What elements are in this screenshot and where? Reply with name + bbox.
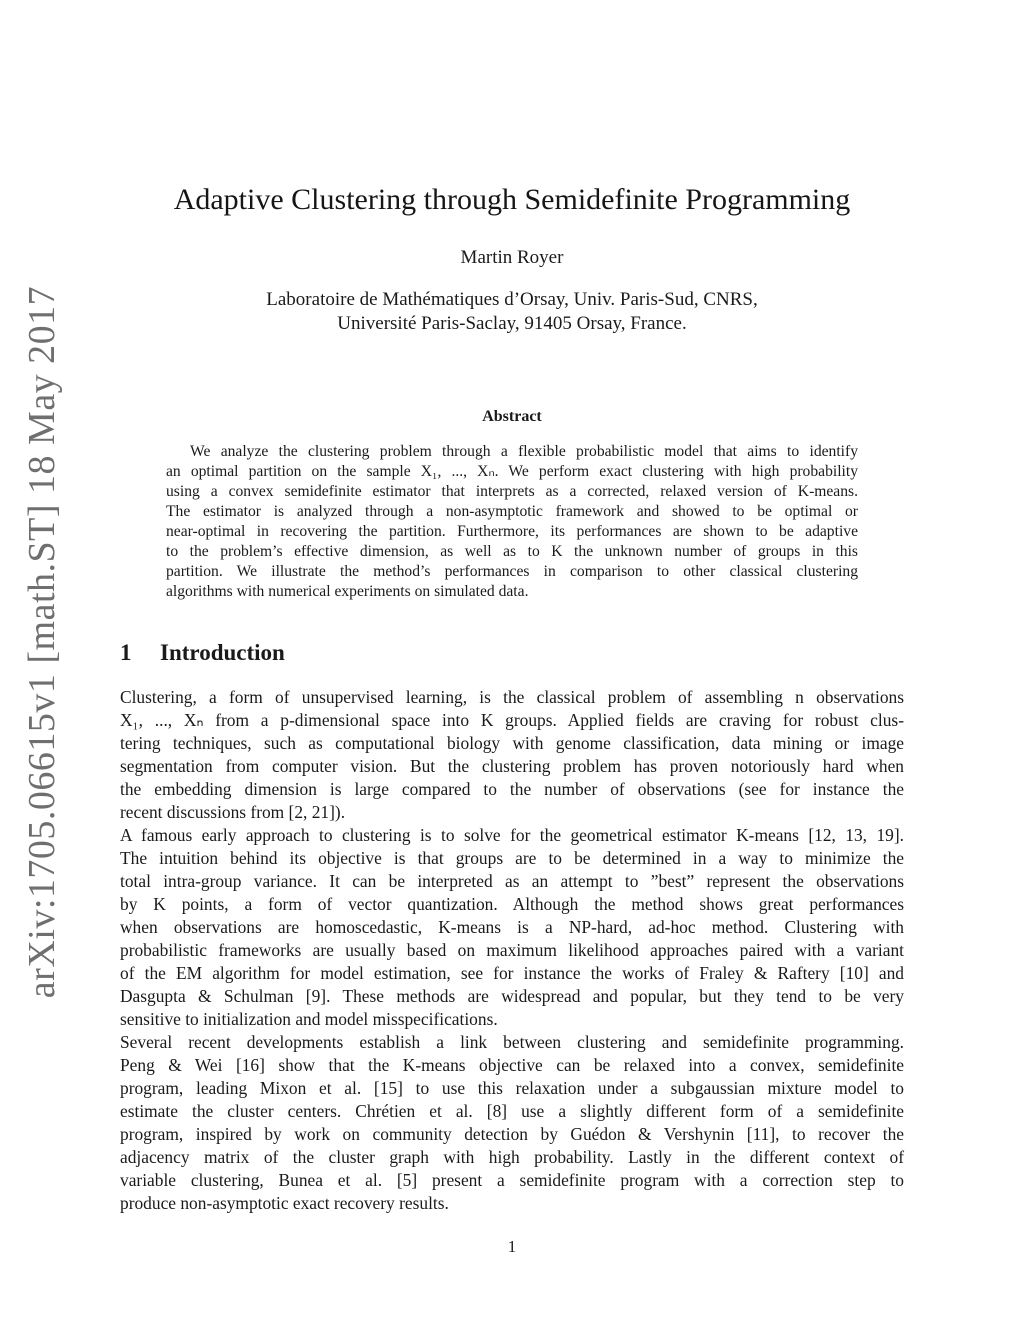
text-line: recent discussions from [2, 21]). [120,802,346,822]
paragraph [120,824,904,1031]
text-line: produce non-asymptotic exact recovery results. [120,1193,449,1213]
text-line: Peng & Wei [16] show that the K-means objective can be relaxed into a convex, semidefinite [120,1055,904,1075]
text-line: of the EM algorithm for model estimation, see for instance the works of Fraley & Raftery [10] and [120,963,904,983]
text-line: program, inspired by work on community detection by Guédon & Vershynin [11], to recover the [120,1124,904,1144]
page-number: 1 [507,1237,517,1256]
affiliation-line: Université Paris-Saclay, 91405 Orsay, France. [337,313,687,334]
paragraph [120,1031,904,1215]
text-line: estimate the cluster centers. Chrétien et al. [8] use a slightly different form of a semidefinite [120,1101,904,1121]
section-heading-introduction [120,640,285,666]
abstract-line: using a convex semidefinite estimator that interprets as a corrected, relaxed version of K-means. [166,483,858,500]
affiliation-line: Laboratoire de Mathématiques d’Orsay, Univ. Paris-Sud, CNRS, [266,289,758,310]
abstract-line: partition. We illustrate the method’s performances in comparison to other classical clustering [166,563,858,580]
abstract-line: We analyze the clustering problem through a flexible probabilistic model that aims to identify [190,443,858,460]
text-line: Dasgupta & Schulman [9]. These methods are widespread and popular, but they tend to be very [120,986,904,1006]
text-line: Clustering, a form of unsupervised learning, is the classical problem of assembling n observations [120,687,904,707]
text-line: total intra-group variance. It can be interpreted as an attempt to ”best” represent the observations [120,871,904,891]
arxiv-identifier-stamp[interactable]: arXiv:1705.06615v1 [math.ST] 18 May 2017 [21,285,63,999]
author-name: Martin Royer [460,247,564,268]
text-line: variable clustering, Bunea et al. [5] present a semidefinite program with a correction step to [120,1170,904,1190]
section-title: Introduction [160,640,285,665]
text-line: A famous early approach to clustering is to solve for the geometrical estimator K-means [12, 13, 19]. [120,825,904,845]
introduction-body [120,686,904,1215]
abstract-line: The estimator is analyzed through a non-asymptotic framework and showed to be optimal or [166,503,858,520]
text-line: the embedding dimension is large compared to the number of observations (see for instance the [120,779,904,799]
text-line: X₁, ..., Xₙ from a p-dimensional space into K groups. Applied fields are craving for robust clus- [120,710,904,730]
text-line: when observations are homoscedastic, K-means is a NP-hard, ad-hoc method. Clustering with [120,917,904,937]
paragraph [120,686,904,824]
abstract-line: an optimal partition on the sample X₁, ..., Xₙ. We perform exact clustering with high probability [166,463,858,480]
text-line: adjacency matrix of the cluster graph with high probability. Lastly in the different context of [120,1147,904,1167]
abstract-line: algorithms with numerical experiments on simulated data. [166,583,529,600]
abstract-heading: Abstract [482,408,542,425]
text-line: Several recent developments establish a link between clustering and semidefinite programming. [120,1032,904,1052]
text-line: program, leading Mixon et al. [15] to use this relaxation under a subgaussian mixture model to [120,1078,904,1098]
section-number: 1 [120,640,132,665]
text-line: segmentation from computer vision. But the clustering problem has proven notoriously hard when [120,756,904,776]
text-line: The intuition behind its objective is that groups are to be determined in a way to minimize the [120,848,904,868]
author-affiliation [0,288,1024,336]
text-line: sensitive to initialization and model misspecifications. [120,1009,498,1029]
abstract-line: near-optimal in recovering the partition. Furthermore, its performances are shown to be adaptive [166,523,858,540]
text-line: probabilistic frameworks are usually based on maximum likelihood approaches paired with a variant [120,940,904,960]
text-line: by K points, a form of vector quantization. Although the method shows great performances [120,894,904,914]
paper-title: Adaptive Clustering through Semidefinite Programming [173,183,851,216]
abstract-line: to the problem’s effective dimension, as well as to K the unknown number of groups in this [166,543,858,560]
abstract-body [166,442,858,602]
text-line: tering techniques, such as computational biology with genome classification, data mining or image [120,733,904,753]
